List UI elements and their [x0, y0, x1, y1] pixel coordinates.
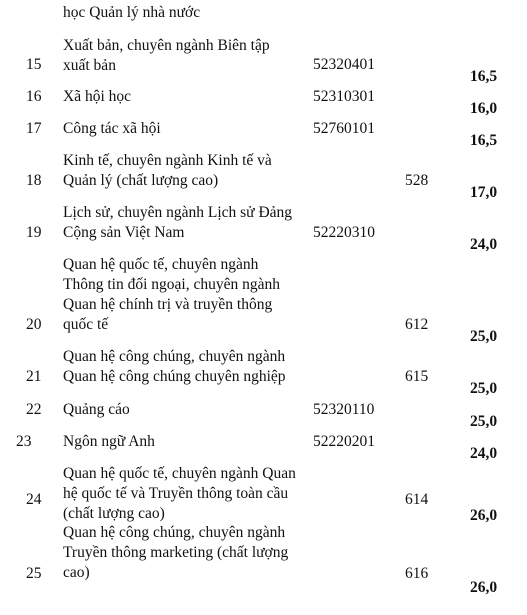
row-name-line: Truyền thông marketing (chất lượng [63, 544, 289, 561]
row-name-line: Quản lý (chất lượng cao) [63, 172, 219, 189]
row-score: 16,0 [470, 100, 498, 117]
row-score: 25,0 [470, 413, 498, 430]
row-name-line: Quảng cáo [63, 401, 130, 418]
row-score: 25,0 [470, 380, 498, 397]
row-score: 17,0 [470, 184, 498, 201]
row-code: 52220201 [313, 433, 375, 450]
row-number: 16 [26, 88, 42, 105]
row-name-line: Xuất bản, chuyên ngành Biên tập [63, 37, 270, 54]
row-code: 615 [405, 368, 429, 385]
row-name-line: Quan hệ công chúng, chuyên ngành [63, 524, 286, 541]
row-name-line: Công tác xã hội [63, 120, 161, 137]
row-name-line: học Quản lý nhà nước [63, 4, 201, 21]
row-code: 52310301 [313, 88, 375, 105]
row-score: 26,0 [470, 579, 498, 596]
row-name-line: Quan hệ công chúng chuyên nghiệp [63, 368, 286, 385]
row-code: 52220310 [313, 224, 375, 241]
row-number: 23 [16, 433, 32, 450]
row-number: 20 [26, 316, 42, 333]
row-code: 52760101 [313, 120, 375, 137]
row-name-line: hệ quốc tế và Truyền thông toàn cầu [63, 485, 289, 502]
row-score: 25,0 [470, 328, 498, 345]
row-score: 26,0 [470, 507, 498, 524]
row-name-line: Kinh tế, chuyên ngành Kinh tế và [63, 152, 272, 169]
row-name-line: Quan hệ quốc tế, chuyên ngành [63, 256, 259, 273]
row-name-line: xuất bản [63, 57, 116, 74]
row-name-line: quốc tế [63, 316, 109, 333]
row-number: 21 [26, 368, 42, 385]
row-code: 614 [405, 491, 429, 508]
row-code: 52320401 [313, 56, 375, 73]
row-number: 19 [26, 224, 42, 241]
row-score: 24,0 [470, 236, 498, 253]
row-number: 22 [26, 401, 42, 418]
row-name-line: cao) [63, 564, 90, 581]
row-code: 528 [405, 172, 429, 189]
row-code: 612 [405, 316, 429, 333]
row-code: 616 [405, 565, 429, 582]
row-number: 24 [26, 491, 42, 508]
row-code: 52320110 [313, 401, 375, 418]
row-name-line: Lịch sử, chuyên ngành Lịch sử Đảng [63, 204, 293, 221]
row-score: 16,5 [470, 132, 498, 149]
row-number: 15 [26, 56, 42, 73]
row-name-line: Quan hệ công chúng, chuyên ngành [63, 348, 286, 365]
row-number: 25 [26, 565, 42, 582]
row-name-line: (chất lượng cao) [63, 505, 165, 522]
row-name-line: Quan hệ quốc tế, chuyên ngành Quan [63, 465, 296, 482]
row-name-line: Thông tin đối ngoại, chuyên ngành [63, 276, 280, 293]
row-number: 17 [26, 120, 42, 137]
row-number: 18 [26, 172, 42, 189]
row-name-line: Cộng sản Việt Nam [63, 224, 185, 241]
row-name-line: Quan hệ chính trị và truyền thông [63, 296, 273, 313]
row-name-line: Ngôn ngữ Anh [63, 433, 155, 450]
row-score: 16,5 [470, 68, 498, 85]
row-score: 24,0 [470, 445, 498, 462]
row-name-line: Xã hội học [63, 88, 132, 105]
